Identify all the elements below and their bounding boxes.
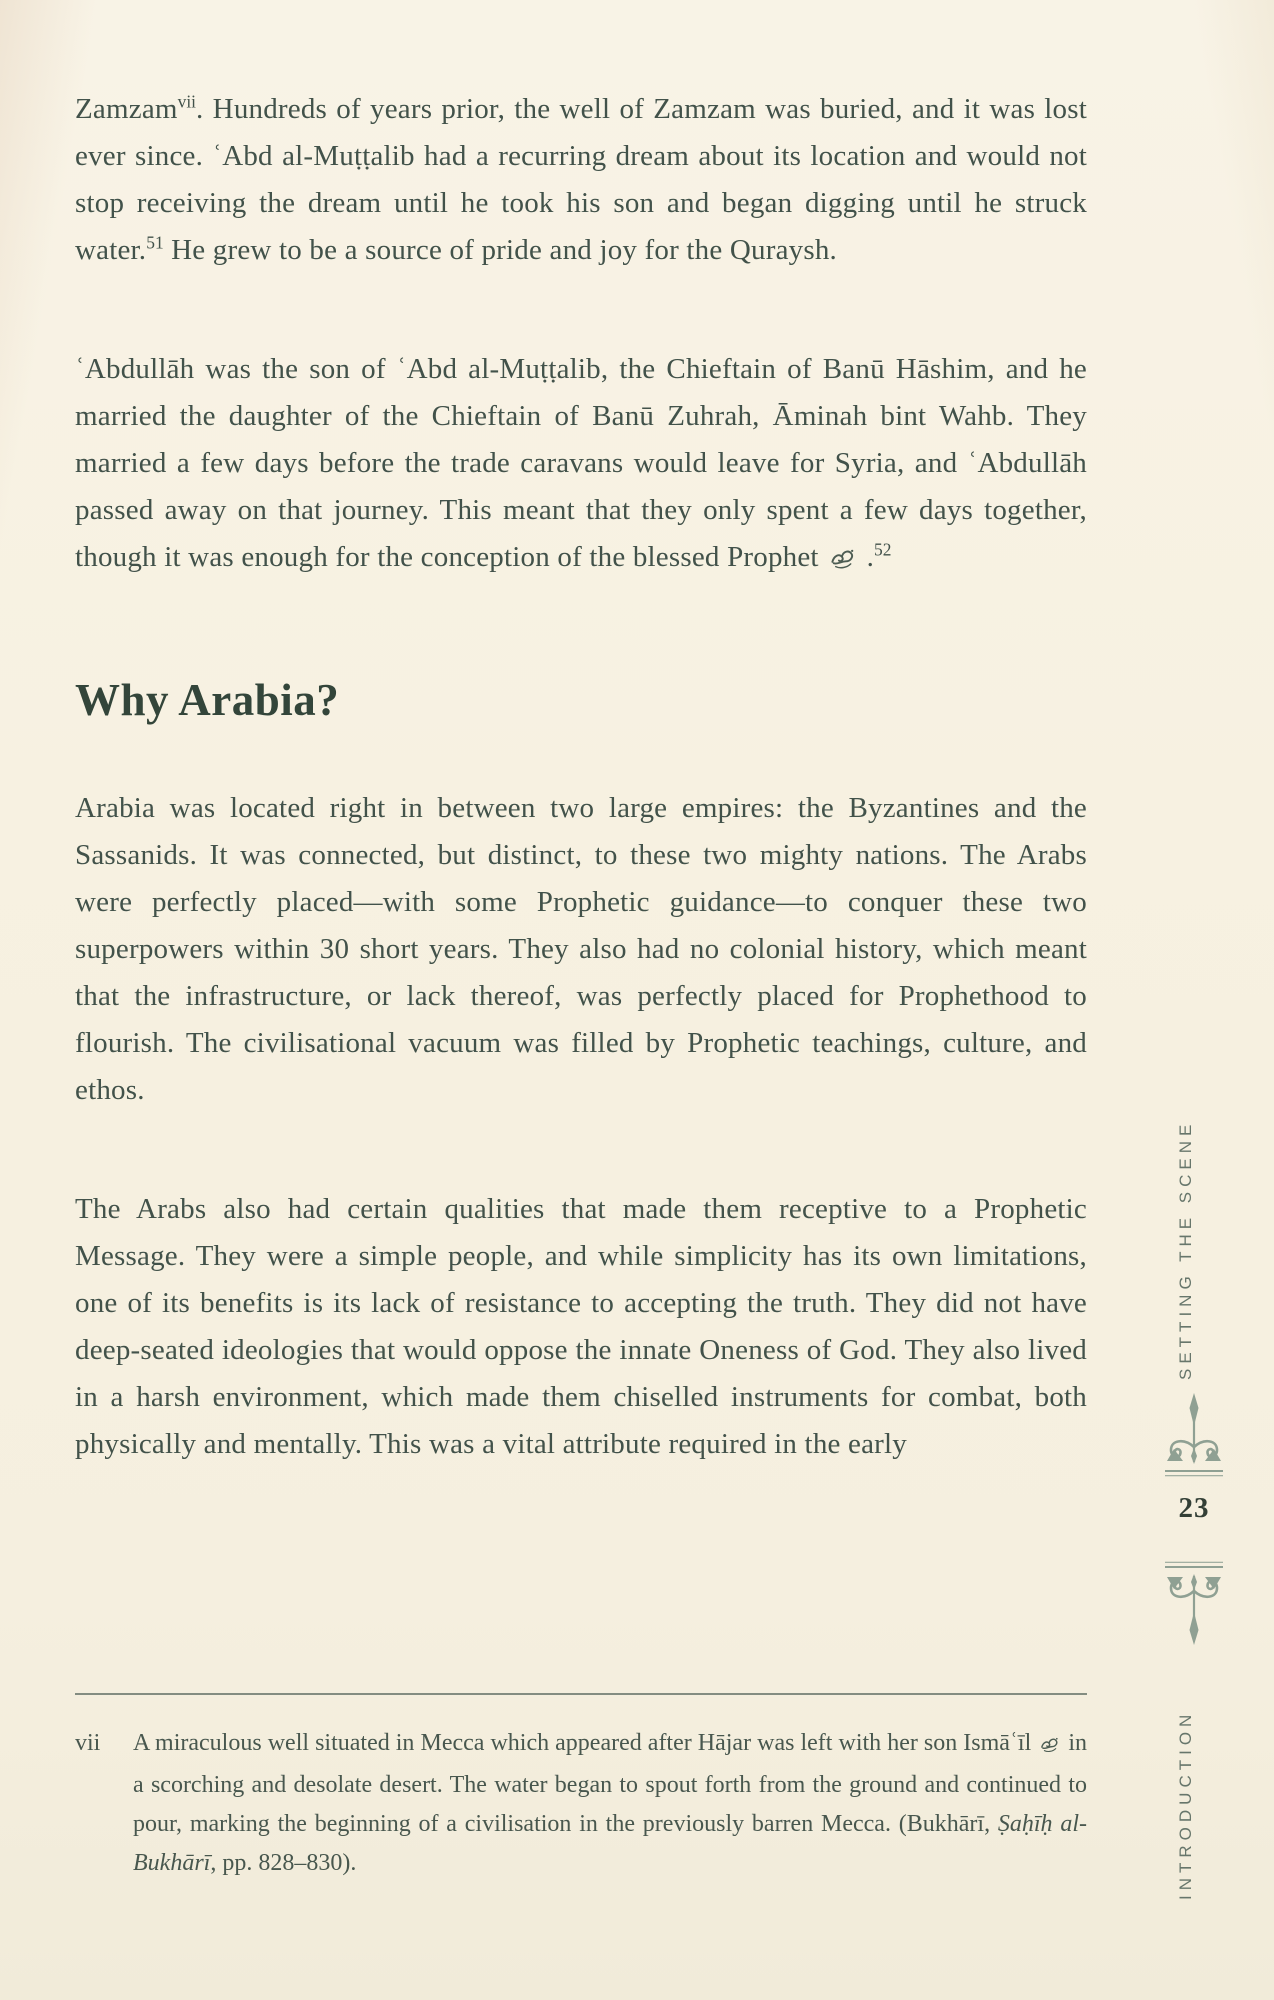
sidebar-chapter-label: INTRODUCTION xyxy=(1176,1709,1195,1900)
prophet-honorific-icon xyxy=(829,538,856,585)
text-column xyxy=(75,86,1087,1468)
page-number: 23 xyxy=(1178,1492,1210,1524)
body-paragraph: The Arabs also had certain qualities that made them receptive to a Prophetic Message. They were a simple people, and while simplicity has its own limitations, one of its benefits is its lack of resistance to accepting the truth. They did not have deep-seated ideologies that would oppose the innate Oneness of God. They also lived in a harsh environment, which made them chiselled instruments for combat, both physically and mentally. This was a vital attribute required in the early xyxy=(75,1193,1087,1460)
body-paragraph: Arabia was located right in between two large empires: the Byzantines and the Sassanids. It was connected, but distinct, to these two mighty nations. The Arabs were perfectly placed—with some Prophetic guidance—to conquer these two superpowers within 30 short years. They also had no colonial history, which meant that the infrastructure, or lack thereof, was perfectly placed for Prophethood to flourish. The civilisational vacuum was filled by Prophetic teachings, culture, and ethos. xyxy=(75,792,1087,1106)
book-title-italic: Ṣaḥīḥ al-Bukhārī xyxy=(133,1811,1088,1876)
body-paragraph: Zamzam$^{vii}$. Hundreds of years prior, the well of Zamzam was buried, and it was lost ever since. ʿAbd al-Muṭṭalib had a recurring dream about its location and would not stop receiving the dream until he took his son and began digging until he struck water.$^{51}$ He grew to be a source of pride and joy for the Quraysh. xyxy=(75,91,1087,266)
prophet-honorific-icon xyxy=(1039,1727,1060,1766)
footnote xyxy=(75,1724,1087,1883)
superscript-note-ref: 51 xyxy=(146,232,164,253)
footnote-marker: vii xyxy=(75,1730,101,1756)
section-heading: Why Arabia? xyxy=(75,675,340,725)
superscript-note-ref: vii xyxy=(177,91,197,112)
superscript-note-ref: 52 xyxy=(874,539,892,560)
fleuron-up-icon xyxy=(1160,1392,1228,1488)
footnote-divider xyxy=(75,1693,1087,1695)
sidebar-section-label: SETTING THE SCENE xyxy=(1176,1119,1195,1380)
fleuron-down-icon xyxy=(1160,1550,1228,1646)
footnote-text: A miraculous well situated in Mecca which appeared after Hājar was left with her son Ismāʿīl in a scorching and desolate desert. The water began to spout forth from the ground and continued to pour, marking the beginning of a civilisation in the previously barren Mecca. (Bukhārī, Ṣaḥīḥ al-Bukhārī, pp. 828–830). xyxy=(133,1724,1087,1883)
body-paragraph: ʿAbdullāh was the son of ʿAbd al-Muṭṭalib, the Chieftain of Banū Hāshim, and he married the daughter of the Chieftain of Banū Zuhrah, Āminah bint Wahb. They married a few days before the trade caravans would leave for Syria, and ʿAbdullāh passed away on that journey. This meant that they only spent a few days together, though it was enough for the conception of the blessed Prophet .$^{52}$ xyxy=(75,346,1087,585)
